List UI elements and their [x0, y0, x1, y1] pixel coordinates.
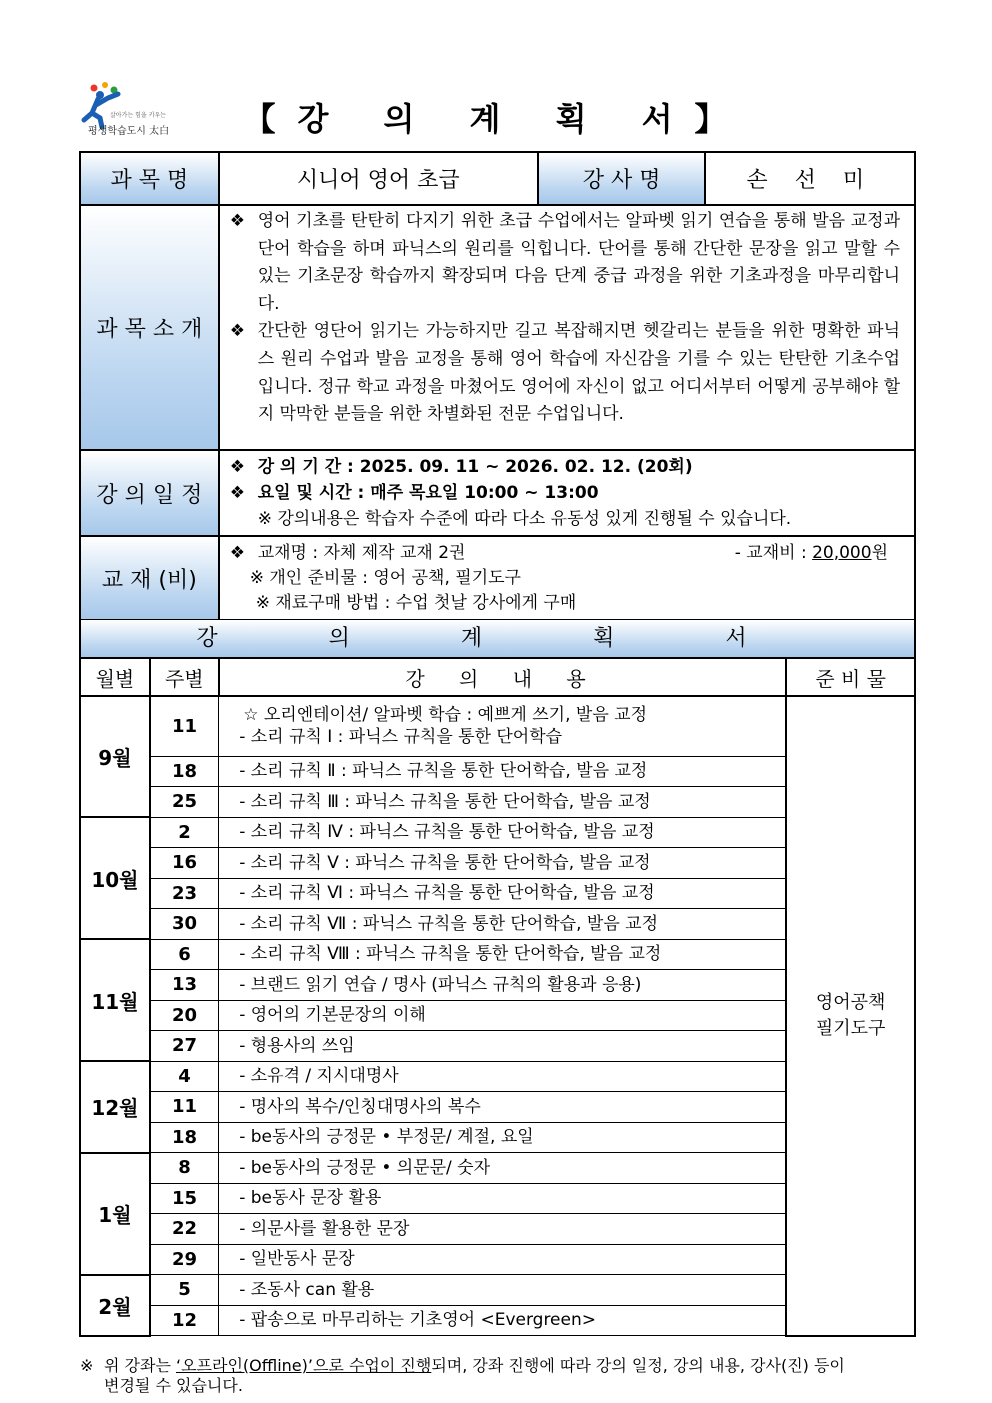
period-text: 강 의 기 간 : 2025. 09. 11 ~ 2026. 02. 12. (20회) — [257, 457, 693, 477]
logo-name: 평생학습도시 太白 — [88, 126, 170, 137]
intro-item: ❖ 영어 기초를 탄탄히 다지기 위한 초급 수업에서는 알파벳 읽기 연습을 통해 발음 교정과 단어 학습을 하며 파닉스의 원리를 익힙니다. 단어를 통해 간단한 문장을 읽고 말할 수 있는 기초문장 학습까지 확장되며 다음 단계 중급 과정을 위한 기초과정을 마무리합니다. — [230, 208, 900, 318]
intro-cell — [219, 205, 915, 450]
content-line: - 형용사의 쓰임 — [239, 1035, 355, 1056]
content-cell — [219, 696, 787, 756]
schedule-label: 강 의 일 정 — [80, 450, 219, 536]
fee-amount: 20,000 — [812, 542, 872, 563]
schedule-table — [79, 657, 916, 1337]
month-cell: 1월 — [80, 1153, 150, 1275]
week-header: 주별 — [150, 658, 219, 696]
content-cell — [219, 1153, 787, 1184]
week-cell: 15 — [150, 1183, 219, 1214]
week-cell: 6 — [150, 939, 219, 970]
content-line: - be동사의 긍정문 • 의문문/ 숫자 — [239, 1157, 491, 1178]
footer-part: 되며, 강좌 진행에 따라 강의 일정, 강의 내용, 강사(진) 등이 — [431, 1356, 845, 1375]
content-cell — [219, 1275, 787, 1306]
content-line: - 소리 규칙 Ⅰ : 파닉스 규칙을 통한 단어학습 — [239, 727, 563, 748]
content-line: - 의문사를 활용한 문장 — [239, 1218, 410, 1239]
material-label: 교 재 (비) — [80, 536, 219, 620]
week-cell: 11 — [150, 696, 219, 756]
content-line: - 소리 규칙 Ⅴ : 파닉스 규칙을 통한 단어학습, 발음 교정 — [239, 852, 651, 873]
prep-header: 준 비 물 — [786, 658, 915, 696]
fee-label: - 교재비 : — [734, 542, 807, 563]
diamond-bullet-icon: ❖ — [229, 483, 245, 503]
content-cell — [219, 1305, 787, 1336]
week-cell: 27 — [150, 1031, 219, 1062]
content-line: - 일반동사 문장 — [239, 1249, 355, 1270]
week-cell: 2 — [150, 817, 219, 848]
content-line: - 소리 규칙 Ⅷ : 파닉스 규칙을 통한 단어학습, 발음 교정 — [239, 944, 662, 965]
material-text: 교재명 : 자체 제작 교재 2권 — [257, 542, 466, 563]
prep-item: 영어공책 — [815, 991, 886, 1013]
content-line: - 소리 규칙 Ⅳ : 파닉스 규칙을 통한 단어학습, 발음 교정 — [239, 822, 655, 843]
subject-label: 과 목 명 — [80, 152, 219, 205]
week-cell: 5 — [150, 1275, 219, 1306]
diamond-bullet-icon: ❖ — [229, 542, 245, 563]
diamond-bullet-icon: ❖ — [229, 457, 245, 477]
week-cell: 18 — [150, 756, 219, 787]
subject-value: 시니어 영어 초급 — [219, 152, 538, 205]
content-cell — [219, 909, 787, 940]
purchase-method: ※ 재료구매 방법 : 수업 첫날 강사에게 구매 — [255, 592, 577, 613]
content-cell — [219, 1061, 787, 1092]
plan-section-title: 강 의 계 획 서 — [79, 620, 916, 657]
content-line: - be동사의 긍정문 • 부정문/ 계절, 요일 — [239, 1127, 534, 1148]
week-cell: 16 — [150, 848, 219, 879]
content-cell — [219, 756, 787, 787]
fee-unit: 원 — [871, 542, 888, 563]
content-line: - 조동사 can 활용 — [239, 1279, 375, 1300]
content-line: ☆ 오리엔테이션/ 알파벳 학습 : 예쁘게 쓰기, 발음 교정 — [243, 705, 647, 726]
week-cell: 8 — [150, 1153, 219, 1184]
prep-item: 필기도구 — [815, 1017, 886, 1039]
content-cell — [219, 1092, 787, 1123]
week-cell: 13 — [150, 970, 219, 1001]
schedule-note: ※ 강의내용은 학습자 수준에 따라 다소 유동성 있게 진행될 수 있습니다. — [257, 509, 792, 529]
content-line: - 소리 규칙 Ⅱ : 파닉스 규칙을 통한 단어학습, 발음 교정 — [239, 761, 648, 782]
content-line: - 팝송으로 마무리하는 기초영어 <Evergreen> — [239, 1310, 596, 1331]
month-header: 월별 — [80, 658, 150, 696]
month-cell: 11월 — [80, 939, 150, 1061]
content-line: - 소유격 / 지시대명사 — [239, 1066, 399, 1087]
content-cell — [219, 1122, 787, 1153]
footer-line2: 변경될 수 있습니다. — [104, 1376, 243, 1395]
content-line: - 소리 규칙 Ⅶ : 파닉스 규칙을 통한 단어학습, 발음 교정 — [239, 913, 658, 934]
week-cell: 23 — [150, 878, 219, 909]
month-cell: 10월 — [80, 817, 150, 939]
personal-prep: ※ 개인 준비물 : 영어 공책, 필기도구 — [249, 567, 521, 588]
content-line: - 영어의 기본문장의 이해 — [239, 1005, 426, 1026]
content-header: 강 의 내 용 — [219, 658, 787, 696]
teacher-label: 강 사 명 — [538, 152, 706, 205]
week-cell: 22 — [150, 1214, 219, 1245]
time-text: 요일 및 시간 : 매주 목요일 10:00 ~ 13:00 — [257, 483, 599, 503]
month-cell: 9월 — [80, 696, 150, 817]
content-cell — [219, 1214, 787, 1245]
schedule-cell — [219, 450, 915, 536]
content-cell — [219, 817, 787, 848]
content-line: - be동사 문장 활용 — [239, 1188, 382, 1209]
month-cell: 12월 — [80, 1061, 150, 1153]
content-cell — [219, 970, 787, 1001]
diamond-bullet-icon: ❖ — [229, 321, 245, 342]
content-cell — [219, 1244, 787, 1275]
content-line: - 명사의 복수/인칭대명사의 복수 — [239, 1096, 481, 1117]
content-cell — [219, 939, 787, 970]
week-cell: 4 — [150, 1061, 219, 1092]
content-cell — [219, 848, 787, 879]
content-cell — [219, 878, 787, 909]
teacher-value: 손 선 미 — [705, 152, 915, 205]
content-line: - 소리 규칙 Ⅲ : 파닉스 규칙을 통한 단어학습, 발음 교정 — [239, 791, 651, 812]
content-cell — [219, 1183, 787, 1214]
material-cell — [219, 536, 915, 620]
week-cell: 12 — [150, 1305, 219, 1336]
week-cell: 18 — [150, 1122, 219, 1153]
content-cell — [219, 787, 787, 818]
schedule-row — [80, 696, 915, 756]
footer-part: 위 강좌는 — [104, 1356, 176, 1375]
prep-cell — [786, 696, 915, 1336]
diamond-bullet-icon: ❖ — [229, 211, 245, 231]
week-cell: 25 — [150, 787, 219, 818]
logo-slogan: 살아가는 힘을 키우는 — [110, 112, 166, 119]
footer-mark: ※ — [80, 1356, 94, 1375]
course-info-table — [79, 151, 916, 621]
page-title: 【강 의 계 획 서】 — [243, 100, 749, 138]
week-cell: 30 — [150, 909, 219, 940]
week-cell: 29 — [150, 1244, 219, 1275]
content-line: - 브랜드 읽기 연습 / 명사 (파닉스 규칙의 활용과 응용) — [239, 974, 642, 995]
content-cell — [219, 1031, 787, 1062]
content-line: - 소리 규칙 Ⅵ : 파닉스 규칙을 통한 단어학습, 발음 교정 — [239, 883, 655, 904]
week-cell: 20 — [150, 1000, 219, 1031]
intro-item: ❖ 간단한 영단어 읽기는 가능하지만 길고 복잡해지면 헷갈리는 분들을 위한 명확한 파닉스 원리 수업과 발음 교정을 통해 영어 학습에 자신감을 기를 수 있는 탄탄한 기초수업입니다. 정규 학교 과정을 마쳤어도 영어에 자신이 없고 어디서부터 어떻게 공부해야 할 지 막막한 분들을 위한 차별화된 전문 수업입니다. — [230, 318, 900, 428]
content-cell — [219, 1000, 787, 1031]
footer-underlined: ‘오프라인(Offline)’으로 수업이 진행 — [176, 1356, 432, 1375]
week-cell: 11 — [150, 1092, 219, 1123]
footer-note — [80, 1356, 916, 1396]
month-cell: 2월 — [80, 1275, 150, 1336]
intro-label: 과 목 소 개 — [80, 205, 219, 450]
